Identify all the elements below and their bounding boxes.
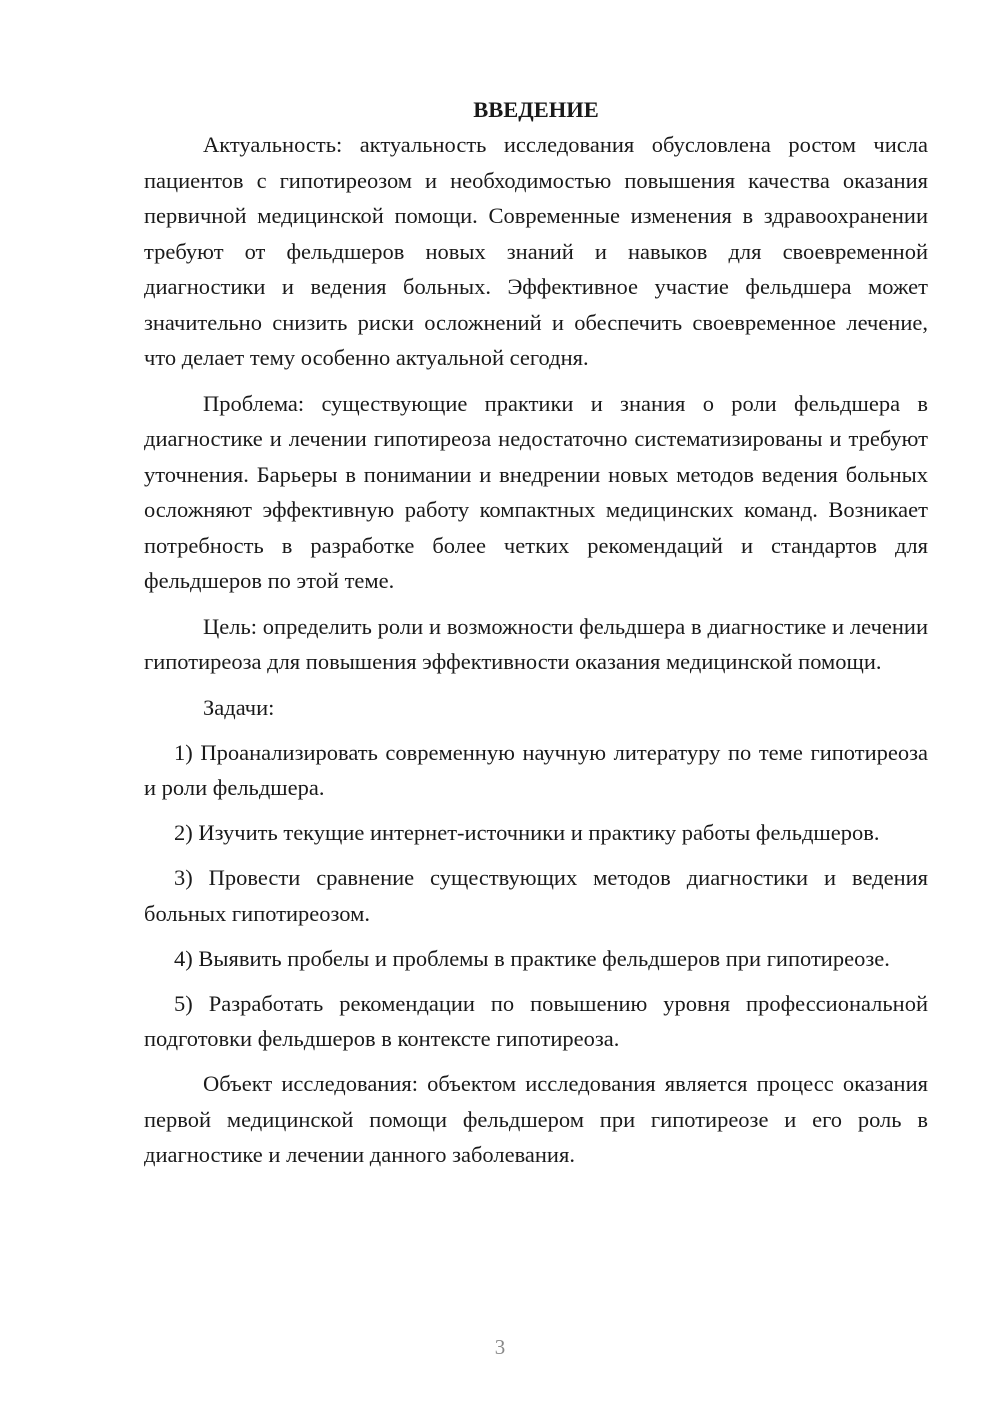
paragraph-object: Объект исследования: объектом исследования является процесс оказания первой медицинской помощи фельдшером при гипотиреозе и его роль в диагностике и лечении данного заболевания. [144,1071,928,1167]
page-number: 3 [494,1335,506,1359]
paragraph-goal: Цель: определить роли и возможности фельдшера в диагностике и лечении гипотиреоза для повышения эффективности оказания медицинской помощи. [144,613,928,674]
paragraph-actuality: Актуальность: актуальность исследования обусловлена ростом числа пациентов с гипотиреозом и необходимостью повышения качества оказания первичной медицинской помощи. Современные изменения в здравоохранении требуют от фельдшеров новых знаний и навыков для своевременной диагностики и ведения больных. Эффективное участие фельдшера может значительно снизить риски осложнений и обеспечить своевременное лечение, что делает тему особенно актуальной сегодня. [144,132,928,370]
task-item-5: 5) Разработать рекомендации по повышению уровня профессиональной подготовки фельдшеров в контексте гипотиреоза. [144,990,928,1051]
section-title: ВВЕДЕНИЕ [473,97,599,122]
page-content [144,92,928,1173]
paragraph-problem: Проблема: существующие практики и знания о роли фельдшера в диагностике и лечении гипотиреоза недостаточно систематизированы и требуют уточнения. Барьеры в понимании и внедрении новых методов ведения больных осложняют эффективную работу компактных медицинских команд. Возникает потребность в разработке более четких рекомендаций и стандартов для фельдшеров по этой теме. [144,390,928,593]
task-item-2: 2) Изучить текущие интернет-источники и практику работы фельдшеров. [174,820,880,845]
task-item-1: 1) Проанализировать современную научную литературу по теме гипотиреоза и роли фельдшера. [144,739,928,800]
tasks-heading: Задачи: [203,694,275,720]
task-item-3: 3) Провести сравнение существующих методов диагностики и ведения больных гипотиреозом. [144,865,928,926]
task-item-4: 4) Выявить пробелы и проблемы в практике фельдшеров при гипотиреозе. [174,945,890,971]
